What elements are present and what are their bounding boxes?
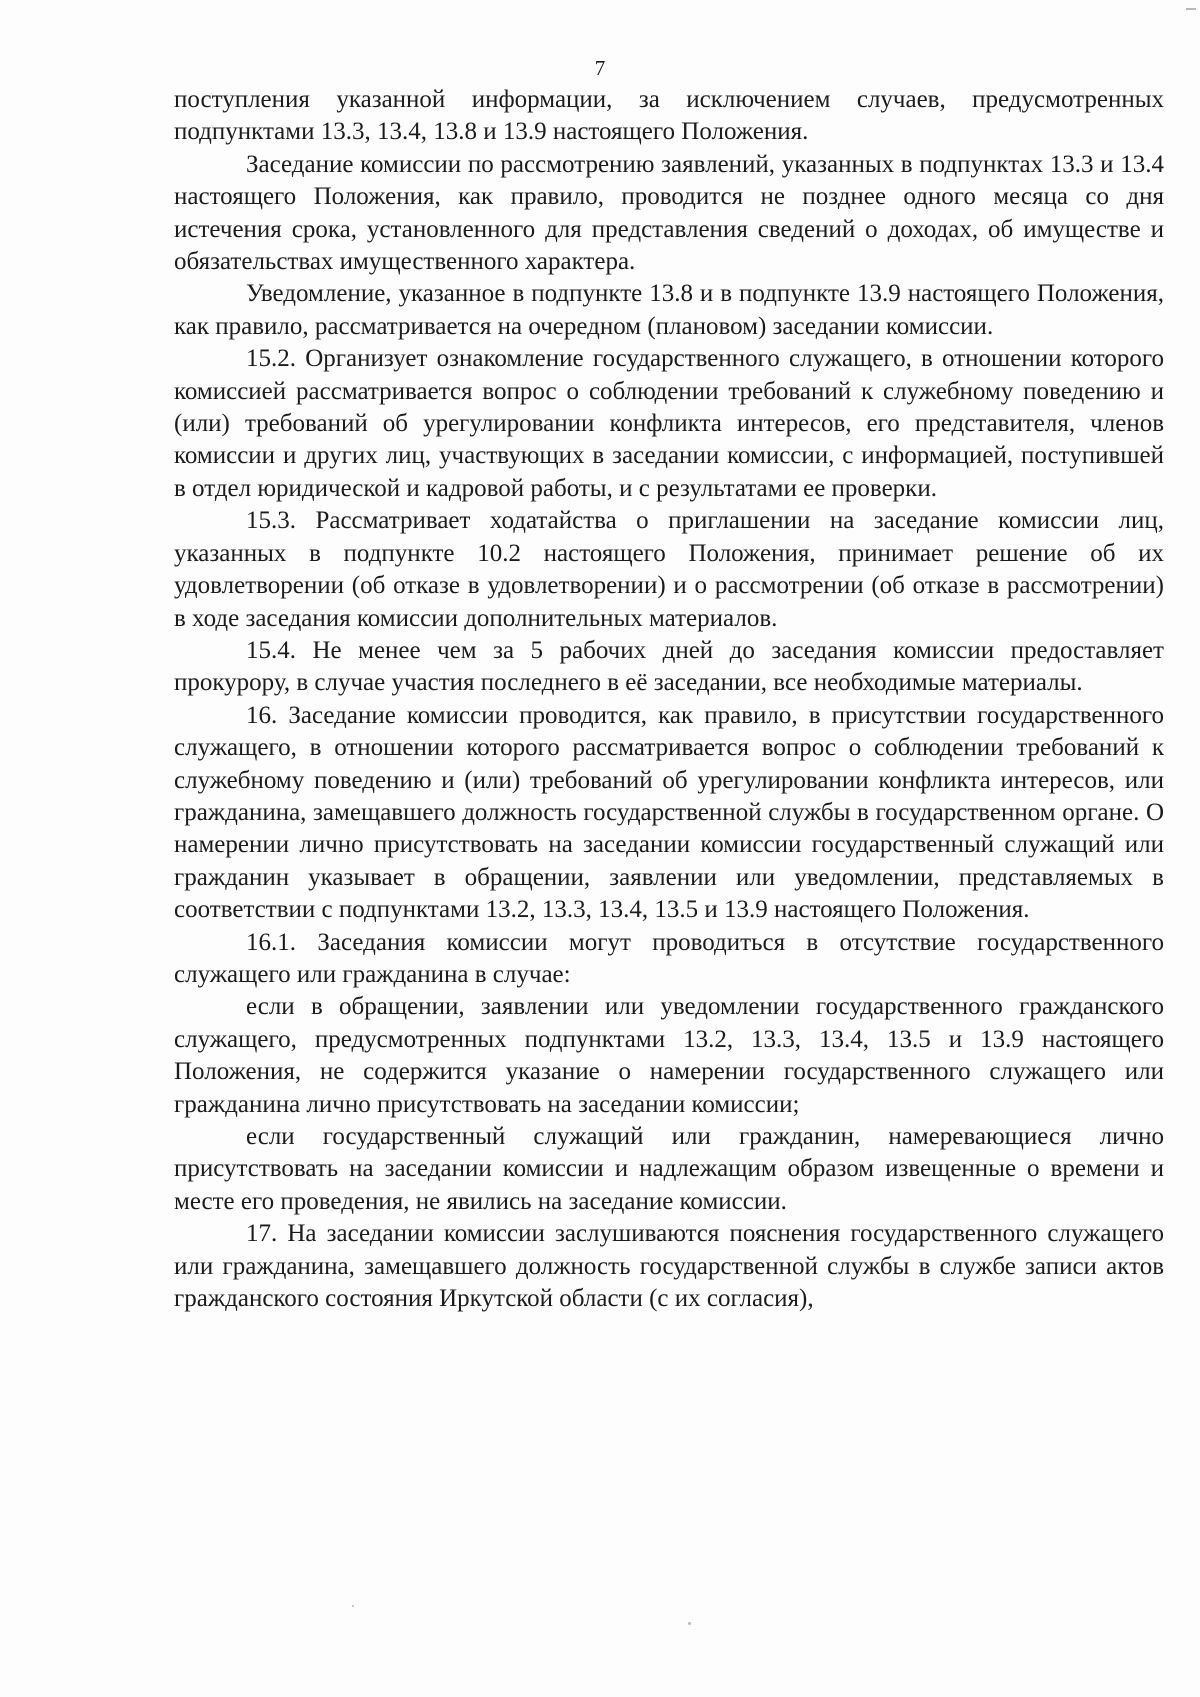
scan-speck [688,1622,691,1625]
paragraph-15-4: 15.4. Не менее чем за 5 рабочих дней до заседания комиссии предоставляет прокурору, в случае участия последнего в её заседании, все необходимые материалы. [174,636,1164,697]
paragraph-16: 16. Заседание комиссии проводится, как правило, в присутствии государственного служащего, в отношении которого рассматривается вопрос о соблюдении требований к служебному поведению и (или) требований об урегулировании конфликта интересов, или гражданина, замещавшего должность государственной службы в государственном органе. О намерении лично присутствовать на заседании комиссии государственный служащий или гражданин указывает в обращении, заявлении или уведомлении, представляемых в соответствии с подпунктами 13.2, 13.3, 13.4, 13.5 и 13.9 настоящего Положения. [174,701,1164,924]
paragraph-notice-review: Уведомление, указанное в подпункте 13.8 и в подпункте 13.9 настоящего Положения, как правило, рассматривается на очередном (плановом) заседании комиссии. [174,280,1164,340]
paragraph-continuation: поступления указанной информации, за исключением случаев, предусмотренных подпунктами 13.3, 13.4, 13.8 и 13.9 настоящего Положения. [174,86,1164,146]
page-number: 7 [594,56,606,80]
scan-edge-mark [1186,8,1196,10]
paragraph-17: 17. На заседании комиссии заслушиваются пояснения государственного служащего или гражданина, замещавшего должность государственной службы в службе записи актов гражданского состояния Иркутской области (с их согласия), [174,1220,1164,1313]
paragraph-16-1-case-b: если государственный служащий или гражданин, намеревающиеся лично присутствовать на заседании комиссии и надлежащим образом извещенные о времени и месте его проведения, не явились на заседание комиссии. [174,1123,1164,1215]
paragraph-15-2: 15.2. Организует ознакомление государственного служащего, в отношении которого комиссией рассматривается вопрос о соблюдении требований к служебному поведению и (или) требований об урегулировании конфликта интересов, его представителя, членов комиссии и других лиц, участвующих в заседании комиссии, с информацией, поступившей в отдел юридической и кадровой работы, и с результатами ее проверки. [174,345,1164,502]
paragraph-16-1-case-a: если в обращении, заявлении или уведомлении государственного гражданского служащего, предусмотренных подпунктами 13.2, 13.3, 13.4, 13.5 и 13.9 настоящего Положения, не содержится указание о намерении государственного служащего или гражданина лично присутствовать на заседании комиссии; [174,993,1164,1118]
paragraph-16-1: 16.1. Заседания комиссии могут проводиться в отсутствие государственного служащего или гражданина в случае: [174,928,1164,988]
document-body [174,84,1164,1315]
paragraph-15-3: 15.3. Рассматривает ходатайства о приглашении на заседание комиссии лиц, указанных в подпункте 10.2 настоящего Положения, принимает решение об их удовлетворении (об отказе в удовлетворении) и о рассмотрении (об отказе в рассмотрении) в ходе заседания комиссии дополнительных материалов. [174,507,1164,632]
scan-speck [352,1605,354,1607]
paragraph-meeting-schedule: Заседание комиссии по рассмотрению заявлений, указанных в подпунктах 13.3 и 13.4 настоящего Положения, как правило, проводится не позднее одного месяца со дня истечения срока, установленного для представления сведений о доходах, об имуществе и обязательствах имущественного характера. [174,150,1164,276]
